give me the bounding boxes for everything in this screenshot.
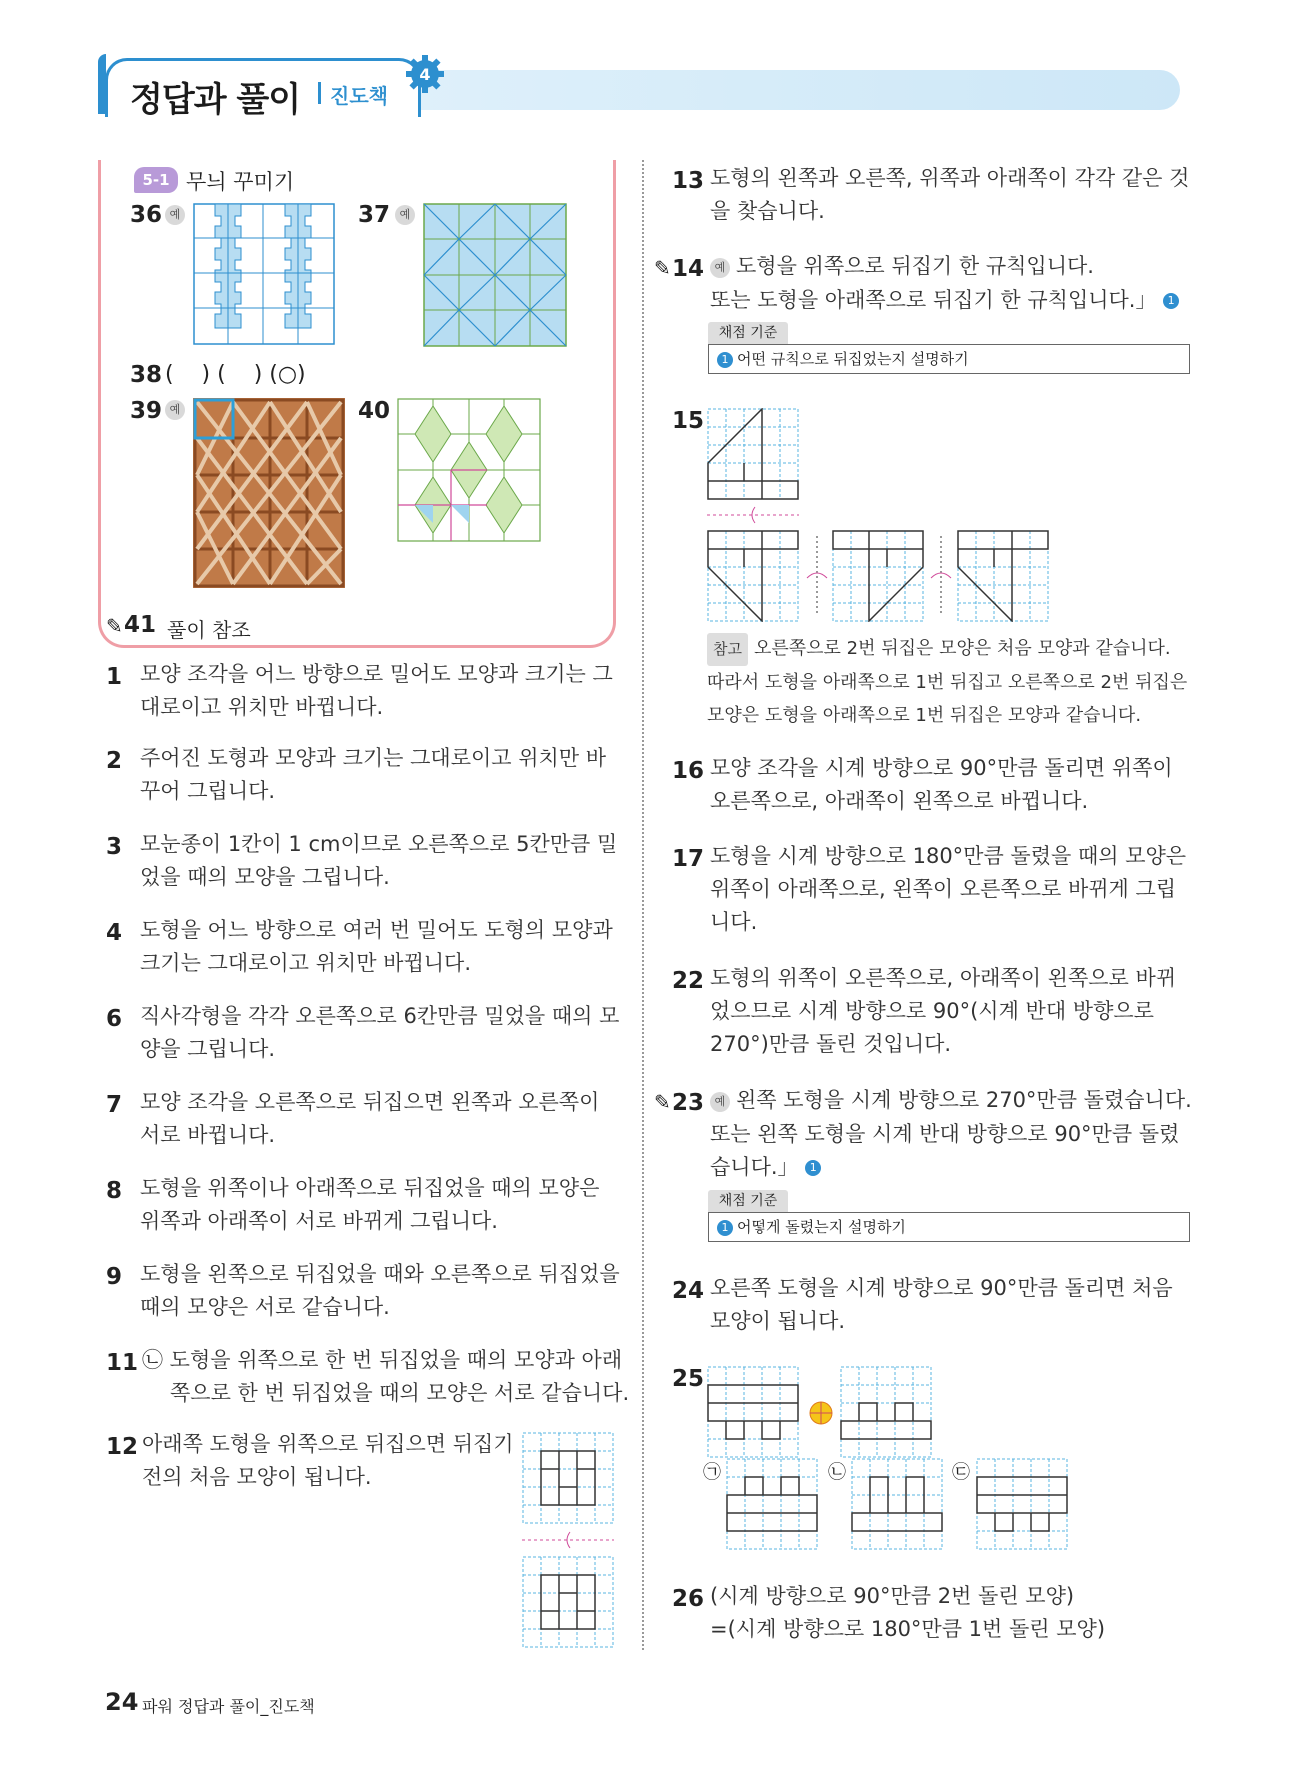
example-badge: 예	[165, 400, 185, 420]
flip-indicator	[520, 1530, 616, 1550]
item-17-text: 도형을 시계 방향으로 180°만큼 돌렸을 때의 모양은 위쪽이 아래쪽으로, 왼쪽이 오른쪽으로 바뀌게 그립 니다.	[710, 844, 1187, 934]
item-26-text: (시계 방향으로 90°만큼 2번 돌린 모양) =(시계 방향으로 180°만큼 1번 돌린 모양)	[710, 1584, 1106, 1641]
item-22-text: 도형의 위쪽이 오른쪽으로, 아래쪽이 왼쪽으로 바뀌 었으므로 시계 방향으로 90°(시계 반대 방향으로 270°)만큼 돌린 것입니다.	[710, 966, 1177, 1056]
grid-15-a	[707, 530, 799, 622]
page-subtitle: 진도책	[330, 84, 388, 108]
grid-15-original	[707, 408, 799, 500]
pattern-37	[423, 203, 567, 347]
item-24-number: 24	[672, 1278, 705, 1304]
item-22-number: 22	[672, 968, 705, 994]
item-23-number: 23	[672, 1090, 705, 1116]
footer-text: 파워 정답과 풀이_진도책	[142, 1697, 315, 1716]
grid-25-left	[707, 1366, 799, 1458]
pencil-icon: ✎	[654, 1090, 671, 1114]
criteria-label: 채점 기준	[708, 1190, 788, 1212]
section-title: 무늬 꾸미기	[186, 170, 295, 194]
example-badge: 예	[710, 258, 730, 278]
example-badge: 예	[395, 205, 415, 225]
gear-badge: 4	[419, 65, 431, 84]
grid-15-c	[957, 530, 1049, 622]
fold-line	[803, 536, 831, 616]
item-6-number: 6	[106, 1006, 123, 1032]
option-label-c: ㉢	[952, 1462, 970, 1483]
pattern-36	[193, 203, 335, 345]
item-8-number: 8	[106, 1178, 123, 1204]
item-12-number: 12	[106, 1434, 139, 1460]
problem-38-number: 38	[130, 362, 163, 388]
problem-37-number: 37	[358, 202, 391, 228]
marker-1: 1	[1163, 293, 1179, 309]
problem-38-answer: ( ) ( ) (○)	[165, 362, 306, 387]
problem-39-number: 39	[130, 398, 163, 424]
item-2-number: 2	[106, 748, 123, 774]
grid-25-right	[840, 1366, 932, 1458]
option-label-b: ㉡	[828, 1462, 846, 1483]
item-4-number: 4	[106, 920, 123, 946]
item-23-line-3: 습니다.」 1	[710, 1151, 825, 1184]
item-13-text: 도형의 왼쪽과 오른쪽, 위쪽과 아래쪽이 각각 같은 것 을 찾습니다.	[710, 166, 1190, 223]
item-14-line-2: 또는 도형을 아래쪽으로 뒤집기 한 규칙입니다.」 1	[710, 284, 1183, 317]
flip-indicator	[705, 505, 801, 525]
item-15-number: 15	[672, 408, 705, 434]
criteria-box: 1 어떻게 돌렸는지 설명하기	[708, 1212, 1190, 1242]
gear-icon	[405, 54, 445, 94]
problem-41-text: 풀이 참조	[167, 618, 251, 642]
wood-lattice-image	[193, 398, 345, 588]
problem-36-number: 36	[130, 202, 163, 228]
item-16-number: 16	[672, 758, 705, 784]
item-17-number: 17	[672, 846, 705, 872]
item-9-number: 9	[106, 1264, 123, 1290]
header-separator	[318, 82, 321, 104]
item-4-text: 도형을 어느 방향으로 여러 번 밀어도 도형의 모양과 크기는 그대로이고 위치만 바뀝니다.	[140, 918, 613, 975]
grid-25-option-c	[976, 1458, 1068, 1550]
pencil-icon: ✎	[654, 256, 671, 280]
problem-41-number: 41	[124, 612, 157, 638]
item-1-number: 1	[106, 664, 123, 690]
item-7-text: 모양 조각을 오른쪽으로 뒤집으면 왼쪽과 오른쪽이 서로 바뀝니다.	[140, 1090, 600, 1147]
item-11-text: ㉡ 도형을 위쪽으로 한 번 뒤집었을 때의 모양과 아래 쪽으로 한 번 뒤집었을 때의 모양은 서로 같습니다.	[142, 1348, 630, 1405]
page-title: 정답과 풀이	[130, 80, 301, 120]
criteria-label: 채점 기준	[708, 322, 788, 344]
grid-15-b	[832, 530, 924, 622]
item-13-number: 13	[672, 168, 705, 194]
item-6-text: 직사각형을 각각 오른쪽으로 6칸만큼 밀었을 때의 모 양을 그립니다.	[140, 1004, 620, 1061]
item-25-number: 25	[672, 1366, 705, 1392]
item-3-number: 3	[106, 834, 123, 860]
item-24-text: 오른쪽 도형을 시계 방향으로 90°만큼 돌리면 처음 모양이 됩니다.	[710, 1276, 1173, 1333]
example-badge: 예	[165, 205, 185, 225]
item-11-number: 11	[106, 1350, 139, 1376]
pencil-icon: ✎	[106, 614, 123, 638]
grid-12-top	[522, 1432, 614, 1524]
note-label: 참고	[707, 633, 748, 666]
item-9-text: 도형을 왼쪽으로 뒤집었을 때와 오른쪽으로 뒤집었을 때의 모양은 서로 같습니다.	[140, 1262, 620, 1319]
item-1-text: 모양 조각을 어느 방향으로 밀어도 모양과 크기는 그 대로이고 위치만 바뀝니다.	[140, 662, 613, 719]
item-26-number: 26	[672, 1586, 705, 1612]
item-15-note: 참고 오른쪽으로 2번 뒤집은 모양은 처음 모양과 같습니다. 따라서 도형을 아래쪽으로 1번 뒤집고 오른쪽으로 2번 뒤집은 모양은 도형을 아래쪽으로 1번 뒤집은 모양과 같습니다.	[707, 632, 1187, 732]
item-7-number: 7	[106, 1092, 123, 1118]
item-16-text: 모양 조각을 시계 방향으로 90°만큼 돌리면 위쪽이 오른쪽으로, 아래쪽이 왼쪽으로 바뀝니다.	[710, 756, 1173, 813]
grid-25-option-a	[726, 1458, 818, 1550]
problem-40-number: 40	[358, 398, 391, 424]
criteria-box: 1 어떤 규칙으로 뒤집었는지 설명하기	[708, 344, 1190, 374]
marker-1: 1	[805, 1160, 821, 1176]
column-divider	[642, 160, 644, 1650]
page-number: 24	[105, 1688, 139, 1716]
section-tag: 5-1	[134, 167, 178, 193]
rotation-symbol-icon	[808, 1400, 834, 1426]
option-label-a: ㉠	[703, 1462, 721, 1483]
item-8-text: 도형을 위쪽이나 아래쪽으로 뒤집었을 때의 모양은 위쪽과 아래쪽이 서로 바뀌게 그립니다.	[140, 1176, 600, 1233]
item-3-text: 모눈종이 1칸이 1 cm이므로 오른쪽으로 5칸만큼 밀 었을 때의 모양을 그립니다.	[140, 832, 618, 889]
item-12-text: 아래쪽 도형을 위쪽으로 뒤집으면 뒤집기 전의 처음 모양이 됩니다.	[142, 1432, 514, 1489]
item-23-line-1: 왼쪽 도형을 시계 방향으로 270°만큼 돌렸습니다.	[736, 1088, 1192, 1112]
item-14-number: 14	[672, 256, 705, 282]
item-14-line-1: 도형을 위쪽으로 뒤집기 한 규칙입니다.	[736, 254, 1094, 278]
example-badge: 예	[710, 1092, 730, 1112]
pattern-40	[397, 398, 541, 542]
fold-line	[927, 536, 955, 616]
grid-12-bottom	[522, 1556, 614, 1648]
grid-25-option-b	[851, 1458, 943, 1550]
item-23-line-2: 또는 왼쪽 도형을 시계 반대 방향으로 90°만큼 돌렸	[710, 1122, 1180, 1146]
item-2-text: 주어진 도형과 모양과 크기는 그대로이고 위치만 바 꾸어 그립니다.	[140, 746, 607, 803]
